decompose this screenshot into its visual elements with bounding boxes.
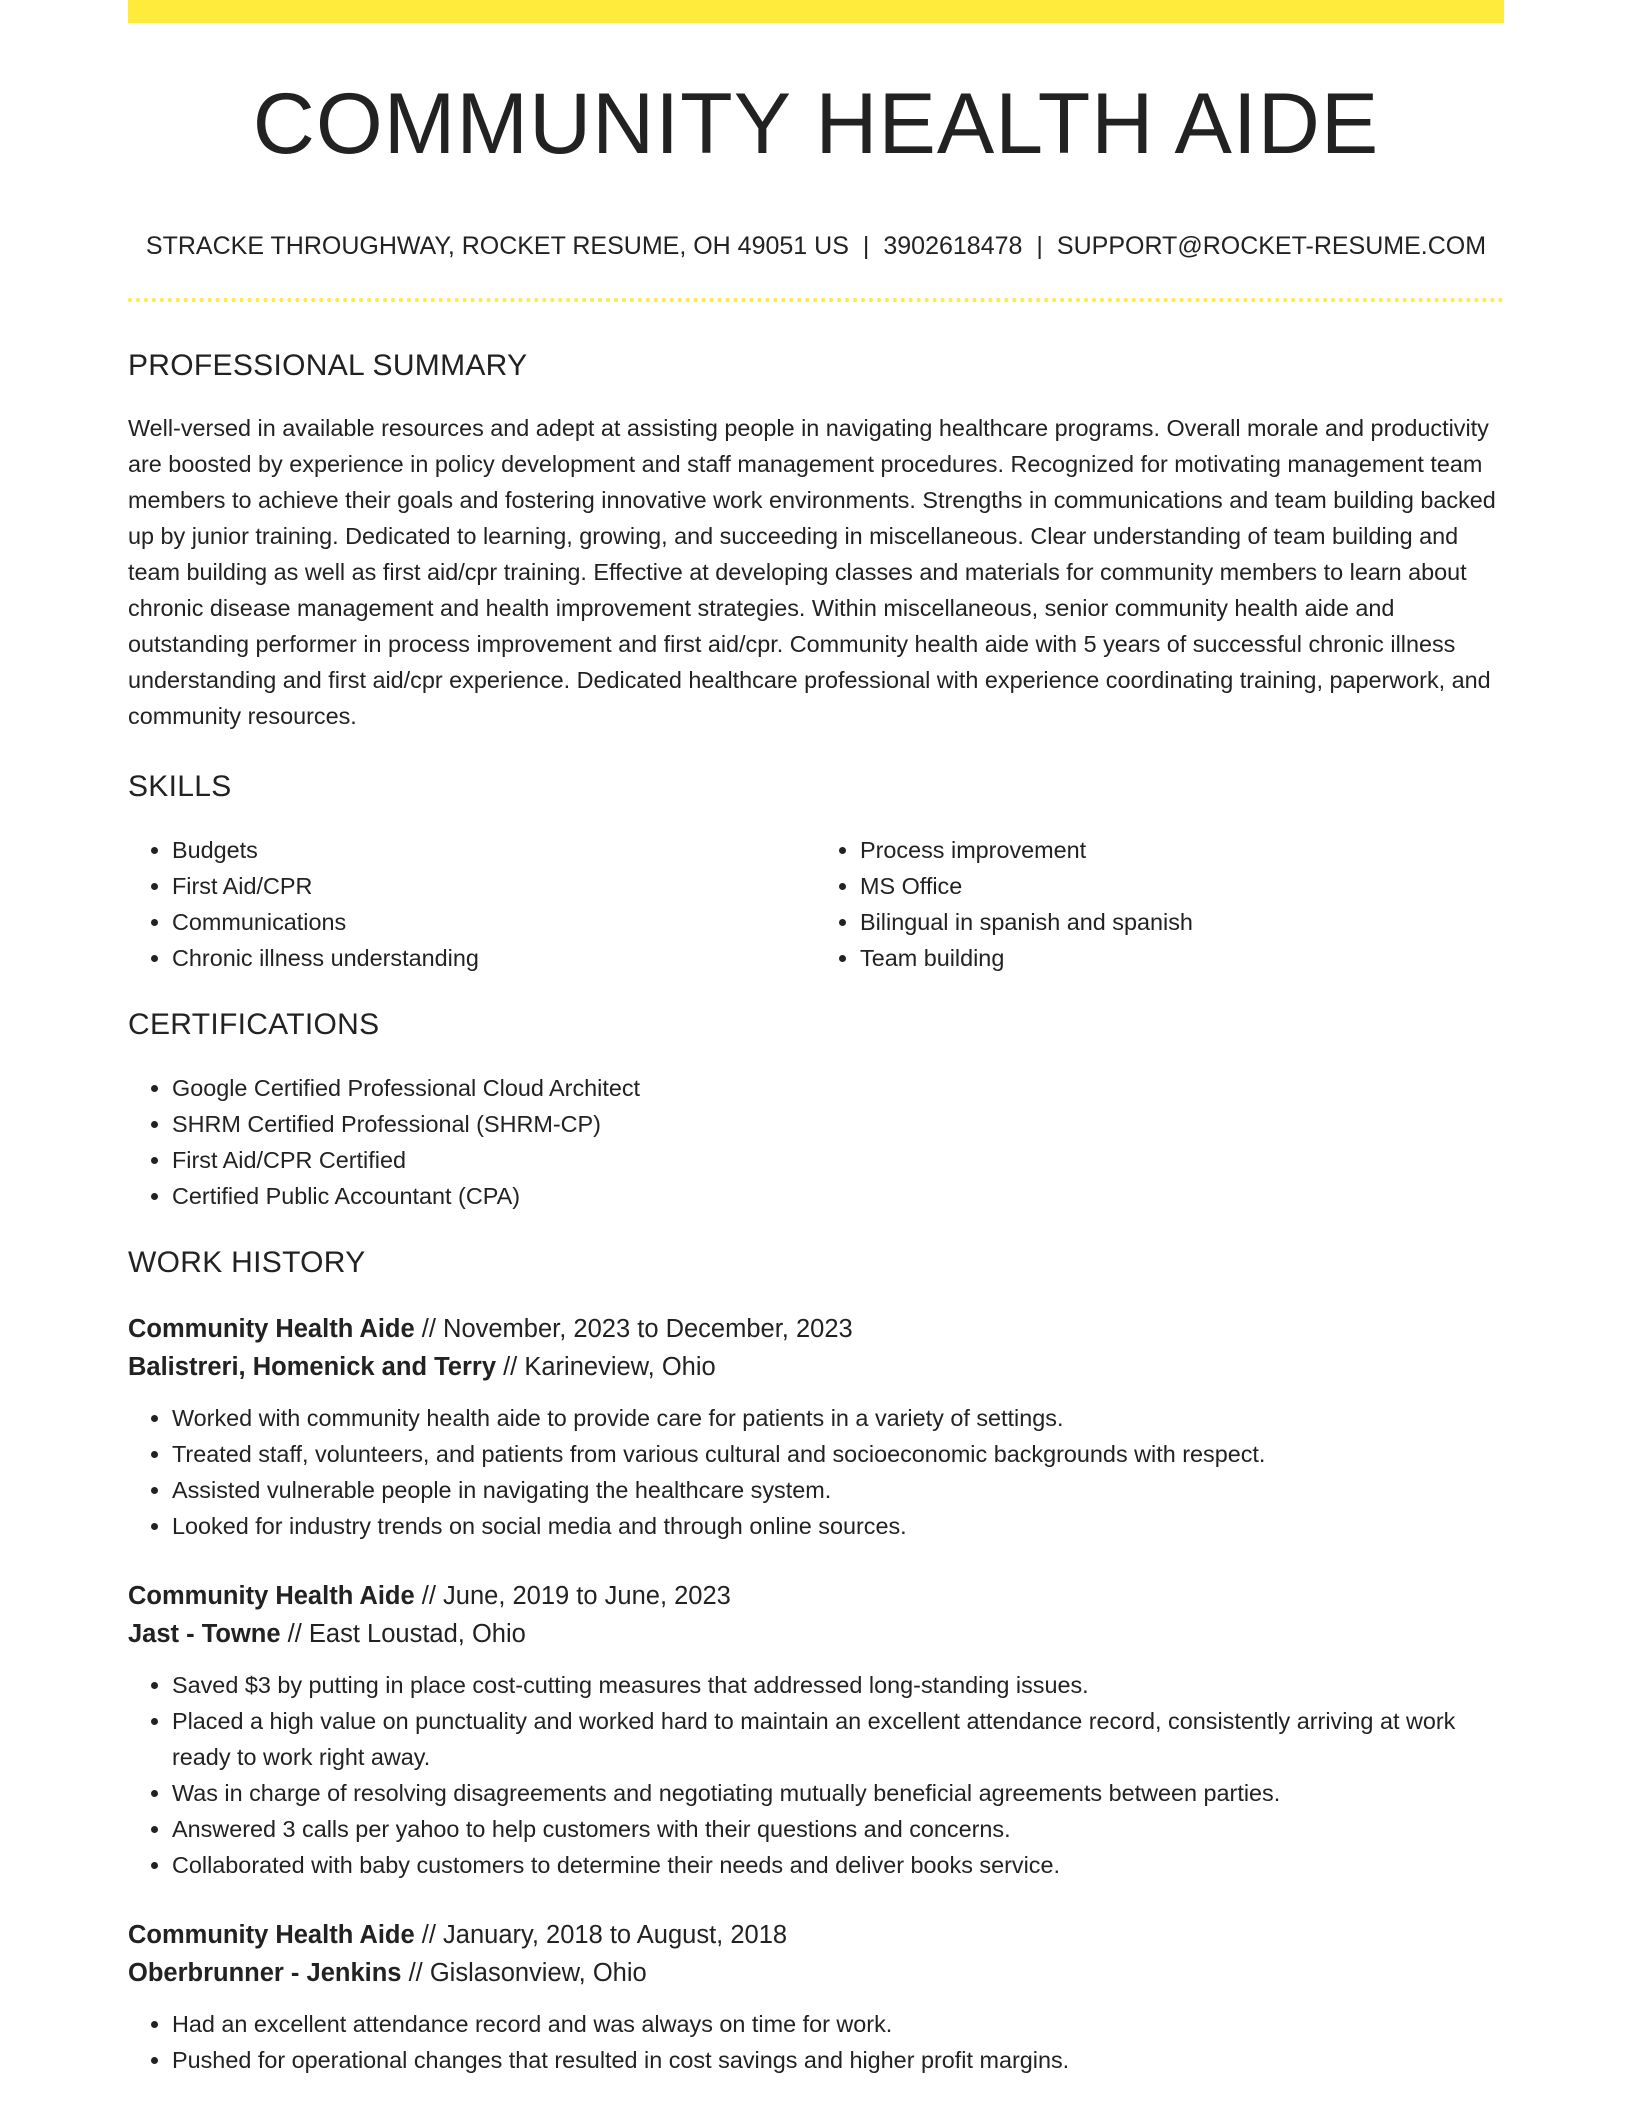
job-title-line [128,1577,1504,1615]
certifications-heading: CERTIFICATIONS [128,1008,380,1041]
job-location: Gislasonview, Ohio [429,1959,647,1987]
job-separator: // [408,1959,423,1987]
summary-text: Well-versed in available resources and adept at assisting people in navigating healthcare programs. Overall morale and productivity are boosted by experience in policy development and staff management procedures. Recognized for motivating management team members to achieve their goals and fostering innovative work environments. Strengths in communications and team building backed up by junior training. Dedicated to learning, growing, and succeeding in miscellaneous. Clear understanding of team building and team building as well as first aid/cpr training. Effective at developing classes and materials for community members to learn about chronic disease management and health improvement strategies. Within miscellaneous, senior community health aide and outstanding performer in process improvement and first aid/cpr. Community health aide with 5 years of successful chronic illness understanding and first aid/cpr experience. Dedicated healthcare professional with experience coordinating training, paperwork, and community resources. [128,415,1496,729]
job-title: Community Health Aide [128,1315,415,1343]
job-dates: January, 2018 to August, 2018 [443,1921,788,1949]
job-title-line [128,1310,1504,1348]
work-history-heading: WORK HISTORY [128,1246,366,1279]
job-entry [128,1310,1504,1544]
skills-list-right [816,832,1504,976]
job-company: Jast - Towne [128,1620,281,1648]
job-bullet: • Had an excellent attendance record and was always on time for work. [172,2006,1504,2042]
job-separator: // [287,1620,302,1648]
job-bullet: • Looked for industry trends on social media and through online sources. [172,1508,1504,1544]
job-bullet: • Was in charge of resolving disagreements and negotiating mutually beneficial agreements between parties. [172,1775,1504,1811]
skill-item: • Bilingual in spanish and spanish [860,904,1504,940]
job-bullet-list [128,1400,1504,1544]
job-entry [128,1577,1504,1883]
job-bullet: • Saved $3 by putting in place cost-cutting measures that addressed long-standing issues. [172,1667,1504,1703]
job-title: Community Health Aide [128,1921,415,1949]
contact-address: STRACKE THROUGHWAY, ROCKET RESUME, OH 49051 US [145,232,849,260]
skill-item: • Team building [860,940,1504,976]
job-company-line [128,1615,1504,1653]
job-company-line [128,1954,1504,1992]
skills-list-left [128,832,816,976]
job-separator: // [503,1353,518,1381]
skills-columns [128,832,1504,976]
certifications-section [128,1010,1504,1214]
skill-item: • Communications [172,904,816,940]
job-bullet-list [128,2006,1504,2078]
certification-item: • SHRM Certified Professional (SHRM-CP) [172,1106,1504,1142]
skill-item: • First Aid/CPR [172,868,816,904]
certification-item: • Certified Public Accountant (CPA) [172,1178,1504,1214]
job-company: Balistreri, Homenick and Terry [128,1353,496,1381]
resume-page [128,0,1504,2078]
job-bullet: • Collaborated with baby customers to determine their needs and deliver books service. [172,1847,1504,1883]
skill-item: • Budgets [172,832,816,868]
work-history-section [128,1248,1504,2078]
contact-email[interactable]: SUPPORT@ROCKET-RESUME.COM [1056,232,1487,260]
certification-item: • Google Certified Professional Cloud Architect [172,1070,1504,1106]
summary-heading: PROFESSIONAL SUMMARY [128,349,528,382]
job-bullet: • Assisted vulnerable people in navigating the healthcare system. [172,1472,1504,1508]
job-company-line [128,1348,1504,1386]
job-company: Oberbrunner - Jenkins [128,1959,402,1987]
contact-line [128,234,1504,259]
contact-separator: | [862,232,870,260]
job-separator: // [421,1921,436,1949]
contact-separator: | [1036,232,1043,260]
skill-item: • MS Office [860,868,1504,904]
skills-heading: SKILLS [128,770,232,803]
dotted-divider [128,298,1504,302]
job-separator: // [421,1315,436,1343]
job-bullet: • Pushed for operational changes that resulted in cost savings and higher profit margins. [172,2042,1504,2078]
job-bullet: • Answered 3 calls per yahoo to help customers with their questions and concerns. [172,1811,1504,1847]
job-location: East Loustad, Ohio [308,1620,526,1648]
job-entry [128,1916,1504,2078]
professional-summary-section [128,351,1504,734]
skill-item: • Chronic illness understanding [172,940,816,976]
certifications-list [128,1070,1504,1214]
accent-top-bar [128,0,1504,23]
resume-title: COMMUNITY HEALTH AIDE [252,76,1380,172]
certification-item: • First Aid/CPR Certified [172,1142,1504,1178]
job-dates: November, 2023 to December, 2023 [443,1315,853,1343]
job-title: Community Health Aide [128,1582,415,1610]
job-dates: June, 2019 to June, 2023 [443,1582,731,1610]
skill-item: • Process improvement [860,832,1504,868]
job-location: Karineview, Ohio [524,1353,716,1381]
job-title-line [128,1916,1504,1954]
job-bullet-list [128,1667,1504,1883]
job-bullet: • Worked with community health aide to provide care for patients in a variety of settings. [172,1400,1504,1436]
job-bullet: • Treated staff, volunteers, and patients from various cultural and socioeconomic backgrounds with respect. [172,1436,1504,1472]
job-bullet: • Placed a high value on punctuality and worked hard to maintain an excellent attendance record, consistently arriving at work ready to work right away. [172,1703,1504,1775]
contact-phone: 3902618478 [883,232,1023,260]
skills-section [128,772,1504,976]
job-separator: // [421,1582,436,1610]
